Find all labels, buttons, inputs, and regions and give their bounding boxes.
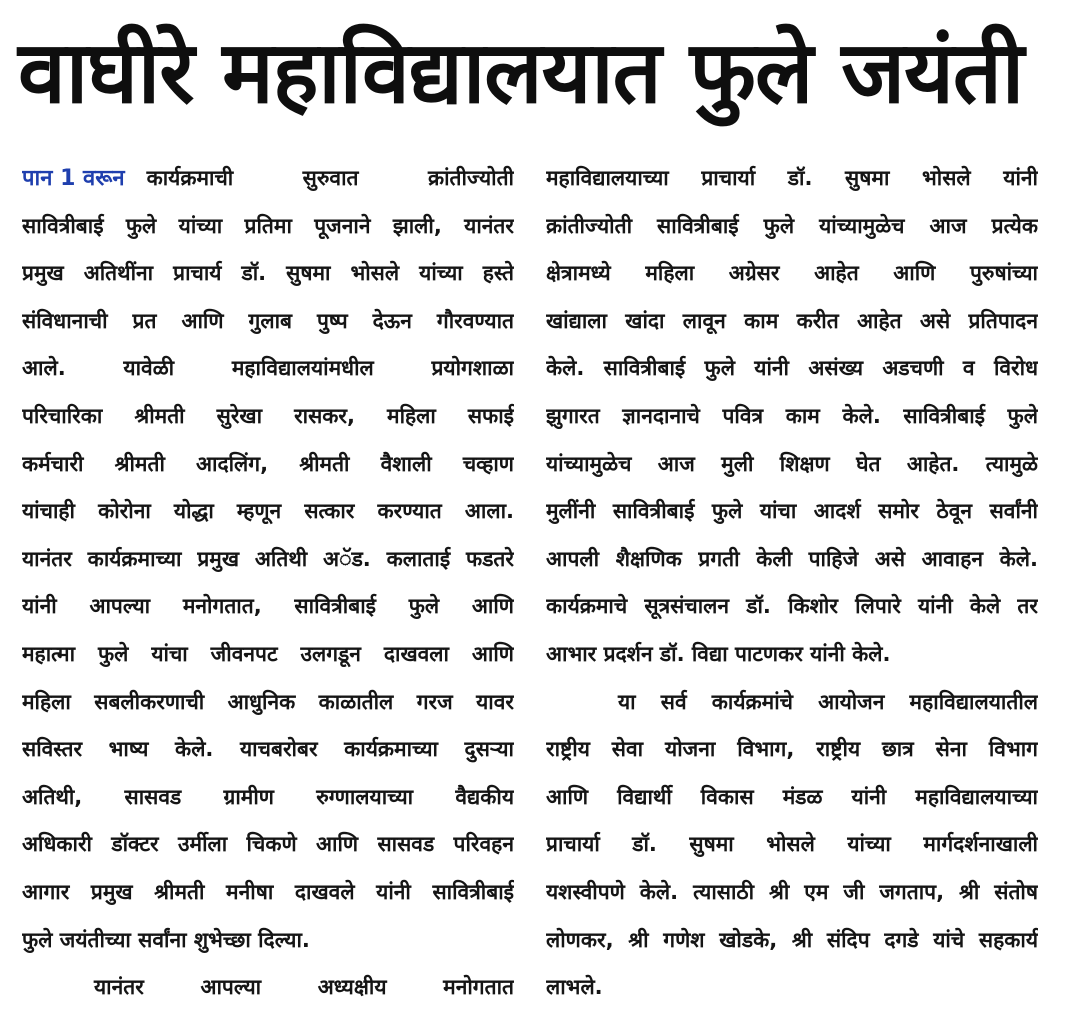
left-line-4: आले. यावेळी महाविद्यालयांमधील प्रयोगशाळा bbox=[22, 356, 514, 381]
left-line-5: परिचारिका श्रीमती सुरेखा रासकर, महिला सफाई bbox=[22, 403, 514, 428]
left-line-6: कर्मचारी श्रीमती आदलिंग, श्रीमती वैशाली चव्हाण bbox=[22, 451, 514, 476]
left-line-8: यानंतर कार्यक्रमाच्या प्रमुख अतिथी अॅड. कलाताई फडतरे bbox=[22, 546, 514, 571]
left-line-14: अधिकारी डॉक्टर उर्मीला चिकणे आणि सासवड परिवहन bbox=[22, 832, 514, 857]
right-line-1: क्रांतीज्योती सावित्रीबाई फुले यांच्यामुळेच आज प्रत्येक bbox=[546, 213, 1038, 238]
continuation-label: पान 1 वरून bbox=[22, 166, 125, 191]
right-column bbox=[546, 155, 1038, 1012]
right-line-8: आपली शैक्षणिक प्रगती केली पाहिजे असे आवाहन केले. bbox=[546, 546, 1038, 571]
left-line-7: यांचाही कोरोना योद्धा म्हणून सत्कार करण्यात आला. bbox=[22, 499, 514, 524]
right-line-11: या सर्व कार्यक्रमांचे आयोजन महाविद्यालयातील bbox=[618, 689, 1038, 714]
left-line-12: सविस्तर भाष्य केले. याचबरोबर कार्यक्रमाच्या दुसऱ्या bbox=[22, 737, 514, 762]
right-line-3: खांद्याला खांदा लावून काम करीत आहेत असे प्रतिपादन bbox=[546, 308, 1038, 333]
left-line-0 bbox=[22, 155, 514, 203]
right-line-4: केले. सावित्रीबाई फुले यांनी असंख्य अडचणी व विरोध bbox=[546, 356, 1038, 381]
right-line-2: क्षेत्रामध्ये महिला अग्रेसर आहेत आणि पुरुषांच्या bbox=[546, 261, 1038, 286]
right-line-16: लोणकर, श्री गणेश खोडके, श्री संदिप दगडे यांचे सहकार्य bbox=[546, 927, 1038, 952]
left-line-15: आगार प्रमुख श्रीमती मनीषा दाखवले यांनी सावित्रीबाई bbox=[22, 879, 514, 904]
left-line-13: अतिथी, सासवड ग्रामीण रुग्णालयाच्या वैद्यकीय bbox=[22, 784, 514, 809]
left-line-2: प्रमुख अतिथींना प्राचार्य डॉ. सुषमा भोसले यांच्या हस्ते bbox=[22, 261, 514, 286]
left-line-1: सावित्रीबाई फुले यांच्या प्रतिमा पूजनाने झाली, यानंतर bbox=[22, 213, 514, 238]
right-line-5: झुगारत ज्ञानदानाचे पवित्र काम केले. सावित्रीबाई फुले bbox=[546, 403, 1038, 428]
left-line-17: यानंतर आपल्या अध्यक्षीय मनोगतात bbox=[94, 975, 514, 1000]
left-line-11: महिला सबलीकरणाची आधुनिक काळातील गरज यावर bbox=[22, 689, 514, 714]
left-line-16: फुले जयंतीच्या सर्वांना शुभेच्छा दिल्या. bbox=[22, 927, 310, 952]
right-line-17: लाभले. bbox=[546, 975, 603, 1000]
left-line-0-text: कार्यक्रमाची सुरुवात क्रांतीज्योती bbox=[146, 166, 514, 190]
right-line-12: राष्ट्रीय सेवा योजना विभाग, राष्ट्रीय छात्र सेना विभाग bbox=[546, 737, 1038, 762]
right-line-6: यांच्यामुळेच आज मुली शिक्षण घेत आहेत. त्यामुळे bbox=[546, 451, 1038, 476]
right-line-9: कार्यक्रमाचे सूत्रसंचालन डॉ. किशोर लिपारे यांनी केले तर bbox=[546, 594, 1038, 619]
left-line-9: यांनी आपल्या मनोगतात, सावित्रीबाई फुले आणि bbox=[22, 594, 514, 619]
right-line-7: मुलींनी सावित्रीबाई फुले यांचा आदर्श समोर ठेवून सर्वांनी bbox=[546, 499, 1038, 524]
right-line-0: महाविद्यालयाच्या प्राचार्या डॉ. सुषमा भोसले यांनी bbox=[546, 166, 1038, 190]
right-line-15: यशस्वीपणे केले. त्यासाठी श्री एम जी जगताप, श्री संतोष bbox=[546, 879, 1038, 904]
right-line-10: आभार प्रदर्शन डॉ. विद्या पाटणकर यांनी केले. bbox=[546, 641, 891, 666]
left-column bbox=[22, 155, 514, 1012]
left-line-10: महात्मा फुले यांचा जीवनपट उलगडून दाखवला आणि bbox=[22, 641, 514, 666]
headline: वाघीरे महाविद्यालयात फुले जयंती bbox=[18, 23, 1024, 123]
right-line-13: आणि विद्यार्थी विकास मंडळ यांनी महाविद्यालयाच्या bbox=[546, 784, 1038, 809]
right-line-14: प्राचार्या डॉ. सुषमा भोसले यांच्या मार्गदर्शनाखाली bbox=[546, 832, 1038, 857]
left-line-3: संविधानाची प्रत आणि गुलाब पुष्प देऊन गौरवण्यात bbox=[22, 308, 514, 333]
